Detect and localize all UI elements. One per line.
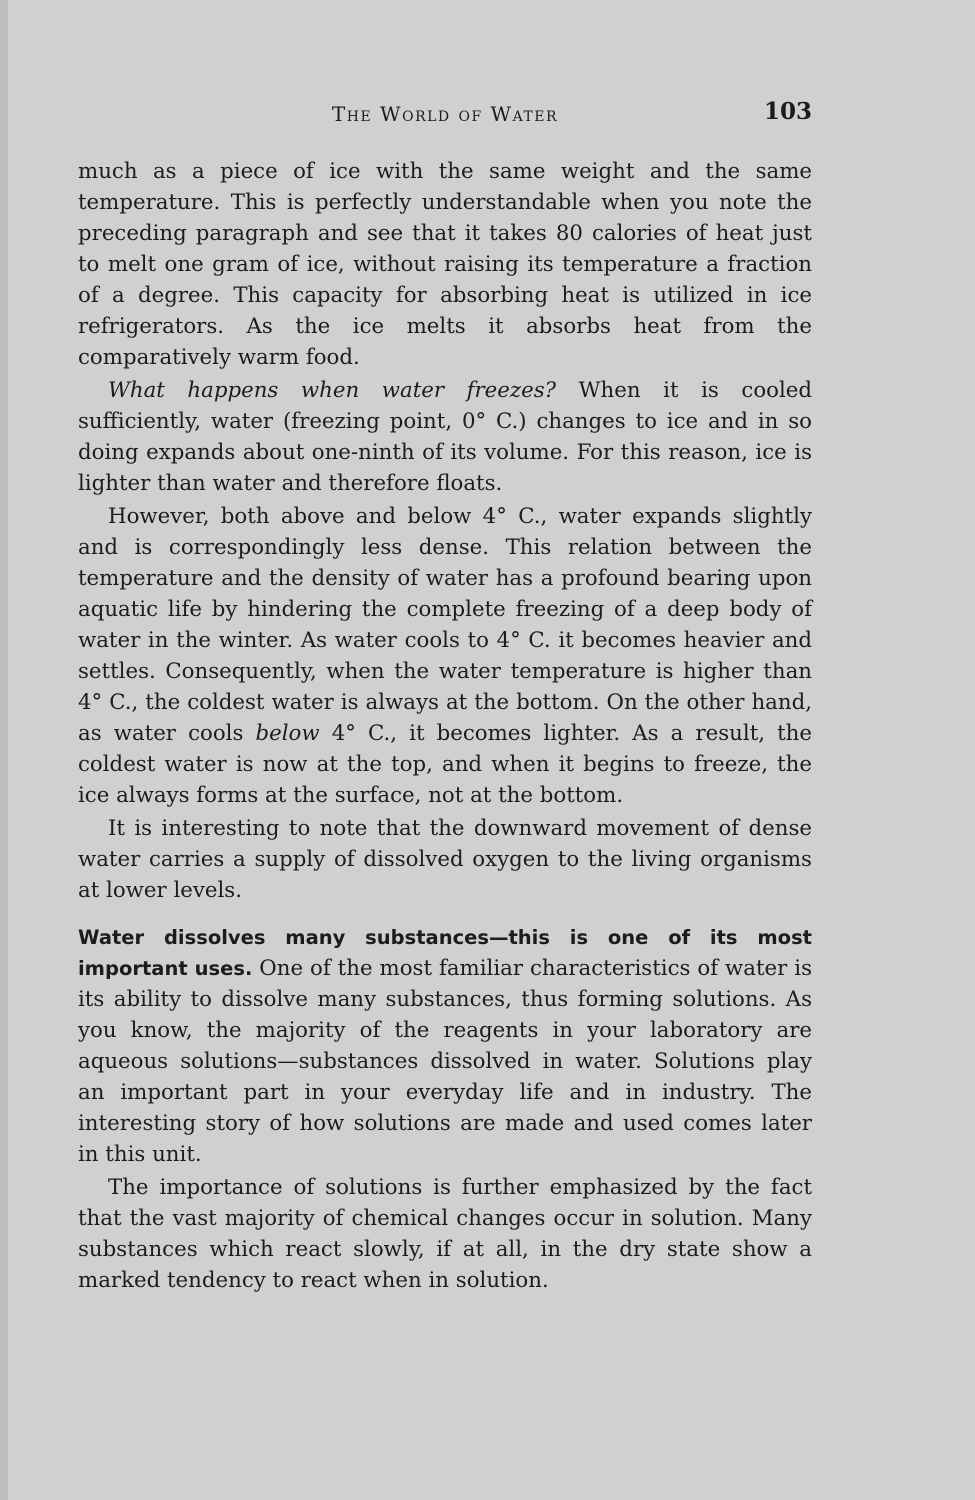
section-heading: Water dissolves many substances—this is one of its most important uses. <box>78 926 812 980</box>
paragraph-2-text: When it is cooled sufficiently, water (freezing point, 0° C.) changes to ice and in so doing expands about one-ninth of its volume. For this reason, ice is lighter than water and therefore floats. <box>78 378 813 496</box>
page-edge <box>0 0 8 1500</box>
question-heading: What happens when water freezes? <box>108 378 557 403</box>
paragraph-5 <box>78 922 812 1170</box>
page-header <box>78 98 812 134</box>
paragraph-3 <box>78 501 812 811</box>
body-text <box>78 156 812 1298</box>
paragraph-4: It is interesting to note that the downward movement of dense water carries a supply of dissolved oxygen to the living organisms at lower levels. <box>78 816 812 903</box>
paragraph-6: The importance of solutions is further emphasized by the fact that the vast majority of chemical changes occur in solution. Many substances which react slowly, if at all, in the dry state show a marked tendency to react when in solution. <box>78 1175 812 1293</box>
page-number: 103 <box>763 98 812 125</box>
running-title: The World of Water <box>331 102 559 126</box>
paragraph-3-emphasis: below <box>255 721 320 746</box>
paragraph-2 <box>78 375 812 499</box>
paragraph-1: much as a piece of ice with the same weight and the same temperature. This is perfectly understandable when you note the preceding paragraph and see that it takes 80 calories of heat just to melt one gram of ice, without raising its temperature a fraction of a degree. This capacity for absorbing heat is utilized in ice refrigerators. As the ice melts it absorbs heat from the comparatively warm food. <box>78 159 812 370</box>
paragraph-3-text-b: 4° C., it becomes lighter. As a result, the coldest water is now at the top, and when it begins to freeze, the ice always forms at the surface, not at the bottom. <box>78 721 813 808</box>
paragraph-5-text: One of the most familiar characteristics of water is its ability to dissolve many substances, thus forming solutions. As you know, the majority of the reagents in your laboratory are aqueous solutions—substances dissolved in water. Solutions play an important part in your everyday life and in industry. The interesting story of how solutions are made and used comes later in this unit. <box>78 956 812 1167</box>
paragraph-3-text-a: However, both above and below 4° C., water expands slightly and is correspondingly less dense. This relation between the temperature and the density of water has a profound bearing upon aquatic life by hindering the complete freezing of a deep body of water in the winter. As water cools to 4° C. it becomes heavier and settles. Consequently, when the water temperature is higher than 4° C., the coldest water is always at the bottom. On the other hand, as water cools <box>78 504 812 746</box>
